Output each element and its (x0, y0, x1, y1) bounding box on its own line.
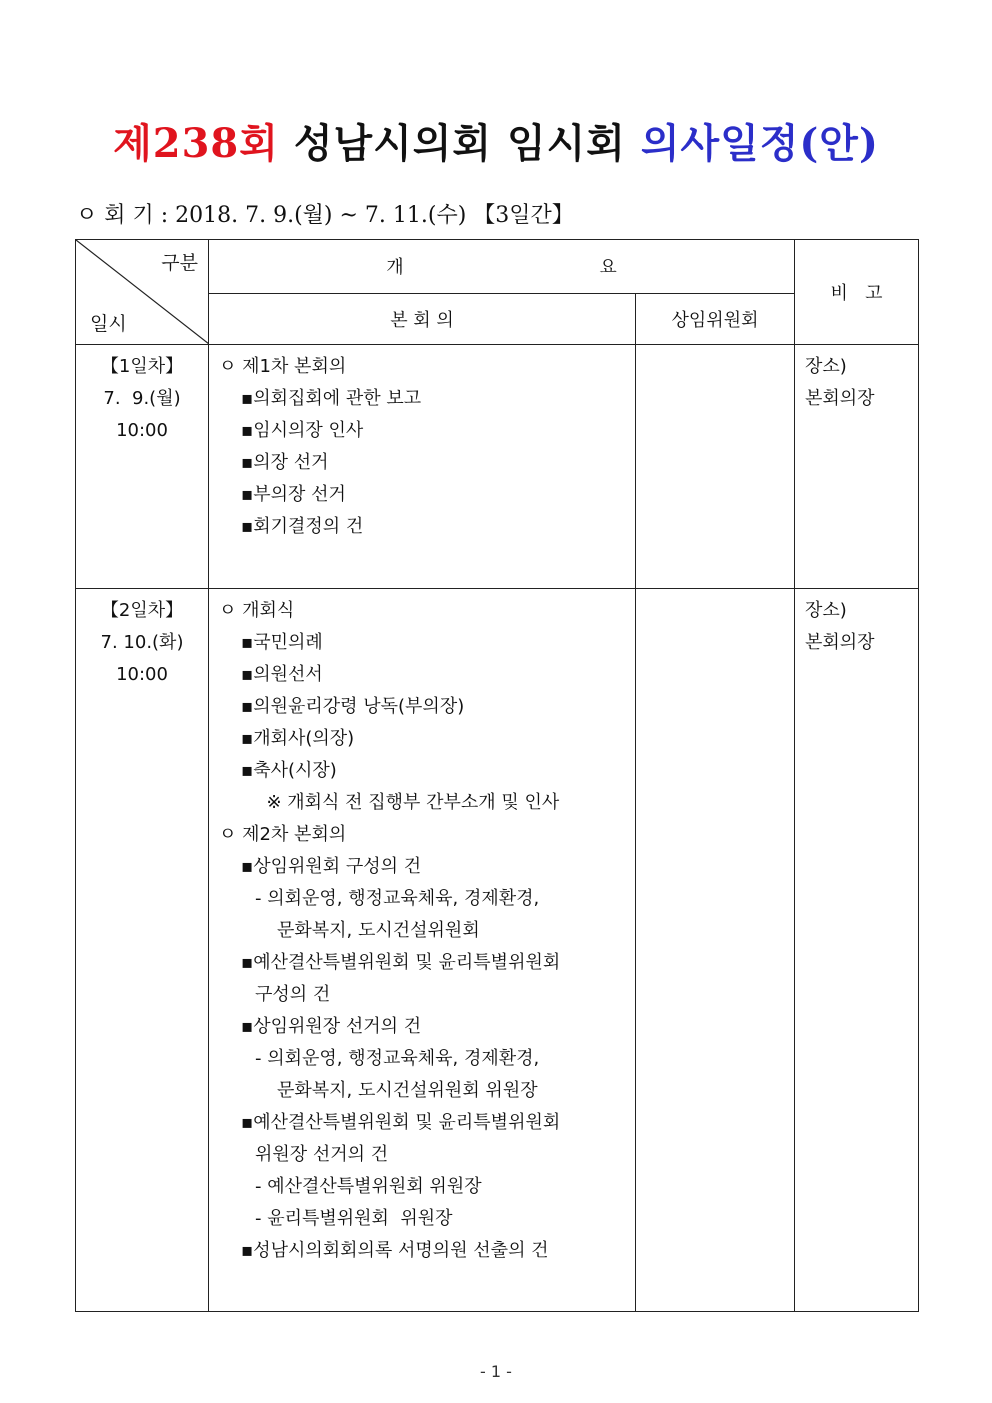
list-item: ▪의원윤리강령 낭독(부의장) (241, 696, 465, 717)
list-item: ▪상임위원장 선거의 건 (241, 1016, 422, 1037)
plenary-items-day2 (209, 589, 636, 1312)
list-item: ㅇ 제2차 본회의 (219, 824, 347, 845)
list-item: ▪의원선서 (241, 664, 323, 685)
document-title (0, 112, 992, 169)
committee-cell-day2 (636, 589, 795, 1312)
date-cell-day2 (76, 589, 209, 1312)
header-ilsi: 일시 (90, 313, 127, 335)
list-item: ▪국민의례 (241, 632, 323, 653)
header-gaeyo (209, 240, 795, 294)
list-item: - 예산결산특별위원회 위원장 (255, 1176, 482, 1197)
date-label: 7. 9.(월) (103, 388, 181, 409)
list-item: ㅇ 제1차 본회의 (219, 356, 347, 377)
list-item: ▪성남시의회회의록 서명의원 선출의 건 (241, 1240, 549, 1261)
session-period: ㅇ 회 기 : 2018. 7. 9.(월) ~ 7. 11.(수) 【3일간】 (76, 203, 574, 228)
time-label: 10:00 (116, 664, 168, 685)
list-item: ▪축사(시장) (241, 760, 337, 781)
list-item: ▪의회집회에 관한 보고 (241, 388, 422, 409)
list-item: 문화복지, 도시건설위원회 (277, 920, 480, 941)
list-item: ▪회기결정의 건 (241, 516, 364, 537)
table-row-day1 (76, 345, 919, 589)
note-location-label: 장소) (805, 600, 847, 621)
list-item: ▪예산결산특별위원회 및 윤리특별위원회 (241, 1112, 561, 1133)
table-row-day2 (76, 589, 919, 1312)
list-item: ▪의장 선거 (241, 452, 329, 473)
list-item: ㅇ 개회식 (219, 600, 295, 621)
list-item: 문화복지, 도시건설위원회 위원장 (277, 1080, 538, 1101)
time-label: 10:00 (116, 420, 168, 441)
schedule-table (75, 239, 919, 1312)
date-label: 7. 10.(화) (100, 632, 184, 653)
header-bonhoeui: 본 회 의 (209, 293, 636, 345)
list-item: 구성의 건 (255, 984, 331, 1005)
note-location: 본회의장 (805, 388, 875, 409)
list-item: ▪개회사(의장) (241, 728, 355, 749)
title-agenda: 의사일정(안) (640, 120, 879, 167)
title-session-number: 제238회 (113, 120, 279, 167)
note-cell-day1 (795, 345, 919, 589)
list-item: ▪예산결산특별위원회 및 윤리특별위원회 (241, 952, 561, 973)
note-location-label: 장소) (805, 356, 847, 377)
note-location: 본회의장 (805, 632, 875, 653)
committee-cell-day1 (636, 345, 795, 589)
list-item: ※ 개회식 전 집행부 간부소개 및 인사 (255, 792, 560, 813)
note-cell-day2 (795, 589, 919, 1312)
header-gaeyo-2: 요 (599, 257, 617, 279)
date-cell-day1 (76, 345, 209, 589)
plenary-items-day1 (209, 345, 636, 589)
day-label: 【2일차】 (100, 600, 184, 621)
title-council-name: 성남시의회 임시회 (293, 120, 626, 167)
header-gubun: 구분 (161, 252, 198, 274)
header-gaeyo-1: 개 (386, 257, 404, 279)
header-bigo: 비 고 (795, 240, 919, 345)
list-item: ▪부의장 선거 (241, 484, 346, 505)
list-item: ▪임시의장 인사 (241, 420, 364, 441)
page-number: - 1 - (480, 1362, 512, 1381)
list-item: - 의회운영, 행정교육체육, 경제환경, (255, 1048, 540, 1069)
header-sangim: 상임위원회 (636, 293, 795, 345)
list-item: 위원장 선거의 건 (255, 1144, 389, 1165)
diagonal-header-cell (76, 240, 209, 345)
list-item: - 의회운영, 행정교육체육, 경제환경, (255, 888, 540, 909)
day-label: 【1일차】 (100, 356, 184, 377)
list-item: - 윤리특별위원회 위원장 (255, 1208, 453, 1229)
list-item: ▪상임위원회 구성의 건 (241, 856, 422, 877)
